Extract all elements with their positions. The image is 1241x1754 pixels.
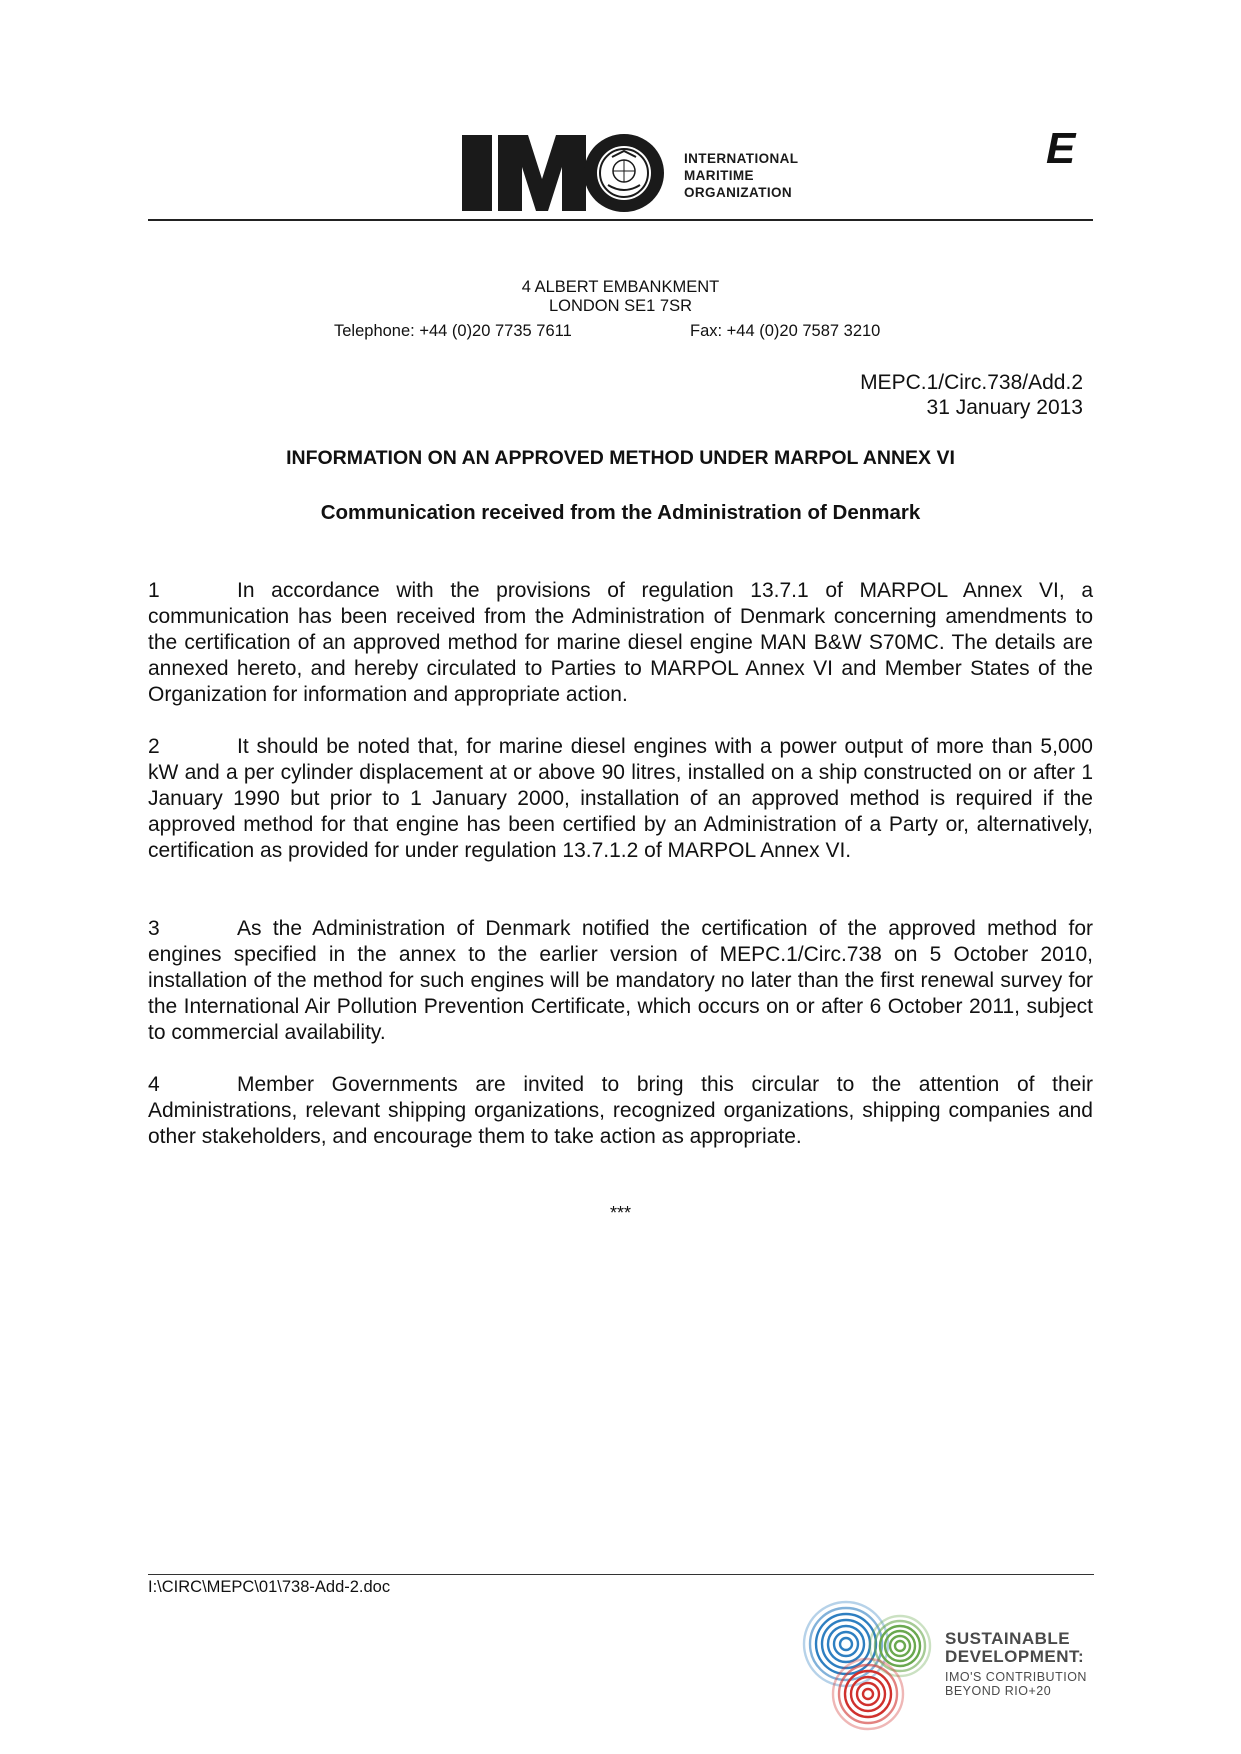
paragraph-text: In accordance with the provisions of regulation 13.7.1 of MARPOL Annex VI, a communication has been received from the Administration of Denmark concerning amendments to the certification of an approved method for marine diesel engine MAN B&W S70MC. The details are annexed hereto, and hereby circulated to Parties to MARPOL Annex VI and Member States of the Organization for information and appropriate action. [148, 579, 1093, 706]
end-marker: *** [609, 1203, 631, 1223]
document-title: INFORMATION ON AN APPROVED METHOD UNDER MARPOL ANNEX VI [286, 447, 955, 469]
document-symbol: MEPC.1/Circ.738/Add.2 [860, 371, 1083, 394]
paragraph-number: 3 [148, 917, 160, 940]
sd-subtitle-line: BEYOND RIO+20 [945, 1684, 1052, 1698]
telephone: Telephone: +44 (0)20 7735 7611 [334, 322, 572, 340]
paragraph-number: 2 [148, 735, 160, 758]
footer-divider [148, 1574, 1094, 1575]
paragraph-text: It should be noted that, for marine diesel engines with a power output of more than 5,000 kW and a per cylinder displacement at or above 90 litres, installed on a ship constructed on or after 1 January 1990 but prior to 1 January 2000, installation of an approved method is required if the approved method for that engine has been certified by an Administration of a Party or, alternatively, certification as provided for under regulation 13.7.1.2 of MARPOL Annex VI. [148, 735, 1093, 862]
red-rings-icon [833, 1659, 903, 1729]
sustainable-development-logo [800, 1598, 938, 1738]
org-name-line: INTERNATIONAL [684, 151, 799, 166]
paragraph-number: 1 [148, 579, 160, 602]
paragraph-number: 4 [148, 1073, 160, 1096]
paragraph-text: As the Administration of Denmark notified the certification of the approved method for engines specified in the annex to the earlier version of MEPC.1/Circ.738 on 5 October 2010, installation of the method for such engines will be mandatory no later than the first renewal survey for the International Air Pollution Prevention Certificate, which occurs on or after 6 October 2011, subject to commercial availability. [148, 917, 1093, 1044]
sd-title-line: SUSTAINABLE [945, 1629, 1071, 1648]
org-name [684, 150, 798, 201]
imo-wordmark-logo [462, 133, 664, 213]
sustainable-development-text [945, 1630, 1087, 1698]
header-divider [148, 219, 1093, 221]
sd-subtitle-line: IMO'S CONTRIBUTION [945, 1670, 1087, 1684]
paragraph-text: Member Governments are invited to bring this circular to the attention of their Administrations, relevant shipping organizations, recognized organizations, shipping companies and other stakeholders, and encourage them to take action as appropriate. [148, 1073, 1093, 1148]
paragraph [148, 578, 1093, 708]
document-date: 31 January 2013 [926, 396, 1083, 419]
address-line: LONDON SE1 7SR [548, 297, 693, 315]
document-subtitle: Communication received from the Administration of Denmark [320, 501, 921, 524]
org-name-line: MARITIME [684, 168, 754, 183]
fax: Fax: +44 (0)20 7587 3210 [690, 322, 881, 340]
org-name-line: ORGANIZATION [684, 185, 793, 200]
language-mark: E [1046, 124, 1076, 173]
address-line: 4 ALBERT EMBANKMENT [521, 278, 720, 296]
document-reference [860, 370, 1083, 420]
sd-title-line: DEVELOPMENT: [945, 1647, 1085, 1666]
file-path: I:\CIRC\MEPC\01\738-Add-2.doc [148, 1578, 391, 1596]
paragraph [148, 1072, 1093, 1150]
paragraph [148, 734, 1093, 864]
address-block [148, 278, 1093, 316]
paragraph [148, 916, 1093, 1046]
imo-logo [462, 133, 822, 213]
